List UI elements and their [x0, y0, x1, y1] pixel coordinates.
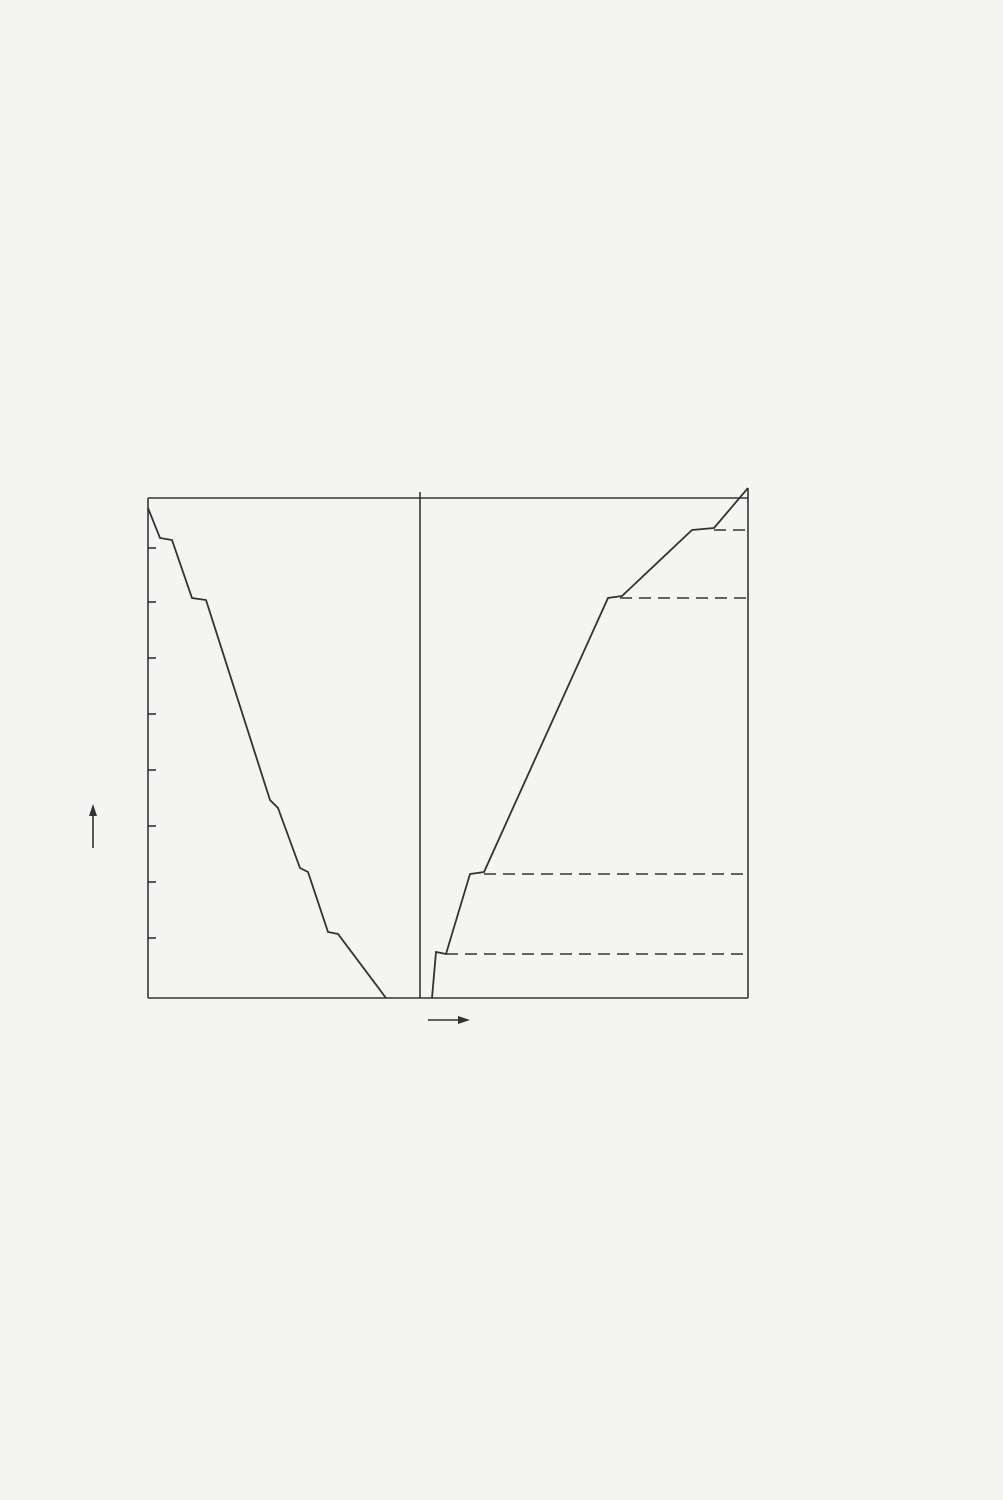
- cooling-curve: [148, 508, 386, 998]
- heating-curve: [432, 488, 748, 998]
